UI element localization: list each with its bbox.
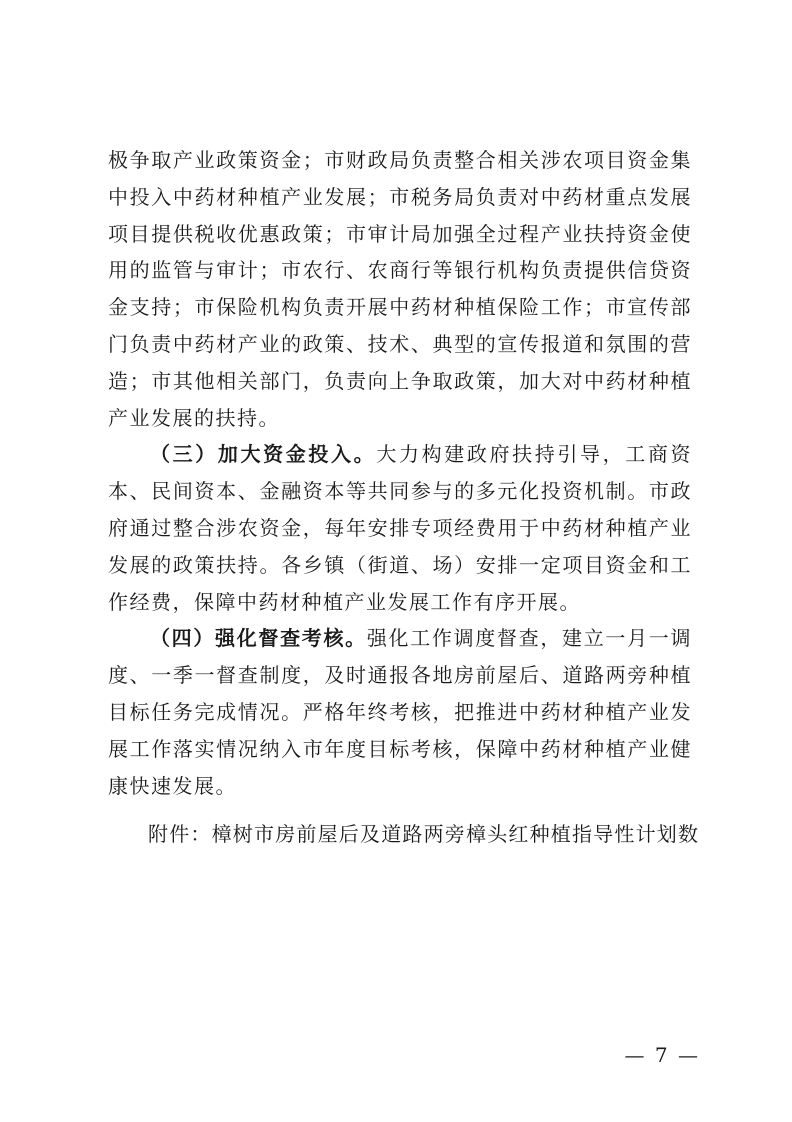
page-number: — 7 — xyxy=(624,1043,700,1067)
paragraph-responsibilities xyxy=(108,142,692,436)
body-text xyxy=(108,142,692,804)
paragraph-text: 强化工作调度督查，建立一月一调度、一季一督查制度，及时通报各地房前屋后、道路两旁种植目标任务完成情况。严格年终考核，把推进中药材种植产业发展工作落实情况纳入市年度目标考核，保障中药材种植产业健康快速发展。 xyxy=(108,626,692,798)
attachment-note: 附件：樟树市房前屋后及道路两旁樟头红种植指导性计划数 xyxy=(148,822,700,846)
paragraph-supervision xyxy=(108,620,692,804)
paragraph-text: 极争取产业政策资金；市财政局负责整合相关涉农项目资金集中投入中药材种植产业发展；市税务局负责对中药材重点发展项目提供税收优惠政策；市审计局加强全过程产业扶持资金使用的监管与审计；市农行、农商行等银行机构负责提供信贷资金支持；市保险机构负责开展中药材种植保险工作；市宣传部门负责中药材产业的政策、技术、典型的宣传报道和氛围的营造；市其他相关部门，负责向上争取政策，加大对中药材种植产业发展的扶持。 xyxy=(108,148,692,430)
section-heading-funding: （三）加大资金投入。 xyxy=(150,442,377,467)
section-heading-supervision: （四）强化督查考核。 xyxy=(150,626,367,651)
paragraph-funding xyxy=(108,436,692,620)
paragraph-text: 大力构建政府扶持引导，工商资本、民间资本、金融资本等共同参与的多元化投资机制。市政府通过整合涉农资金，每年安排专项经费用于中药材种植产业发展的政策扶持。各乡镇（街道、场）安排一定项目资金和工作经费，保障中药材种植产业发展工作有序开展。 xyxy=(108,442,693,614)
